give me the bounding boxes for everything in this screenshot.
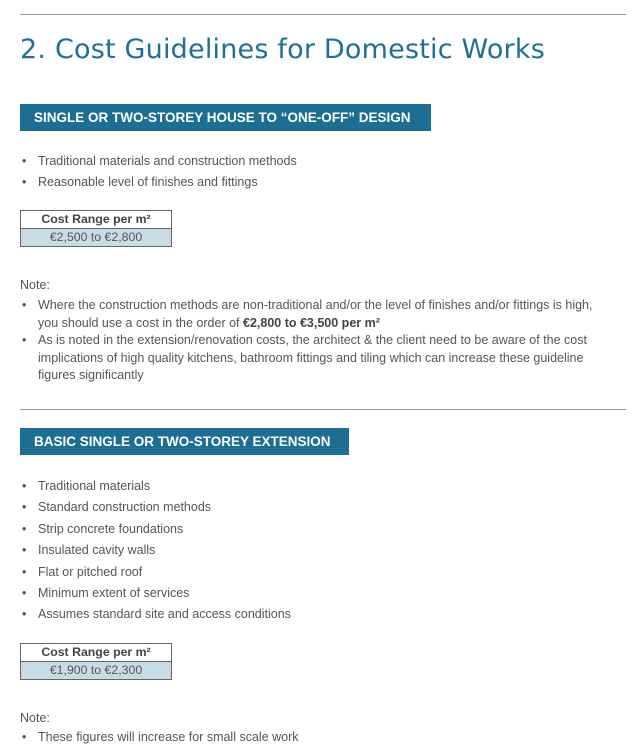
list-item: • Assumes standard site and access conditions (20, 604, 610, 625)
section1-notes-list (20, 297, 610, 385)
list-item: • Reasonable level of finishes and fittings (20, 172, 610, 193)
note-text: Where the construction methods are non-traditional and/or the level of finishes and/or fittings is high, you should use a cost in the order of (38, 298, 593, 330)
cost-table-value: €1,900 to €2,300 (21, 662, 172, 680)
cost-table-header: Cost Range per m² (21, 211, 172, 229)
list-item: • Standard construction methods (20, 497, 610, 518)
top-divider (20, 14, 626, 15)
section2-bullet-list (20, 476, 610, 626)
section-header-basic-extension: BASIC SINGLE OR TWO-STOREY EXTENSION (20, 428, 349, 455)
section1-bullet-list (20, 151, 610, 194)
section1-note-label: Note: (20, 278, 50, 292)
list-item: • Traditional materials and construction methods (20, 151, 610, 172)
section2-note-label: Note: (20, 711, 50, 725)
list-item: • These figures will increase for small scale work (20, 729, 610, 747)
list-item: • Strip concrete foundations (20, 519, 610, 540)
list-item (20, 297, 610, 332)
list-item: • Insulated cavity walls (20, 540, 610, 561)
list-item: • Traditional materials (20, 476, 610, 497)
page-title: 2. Cost Guidelines for Domestic Works (20, 34, 545, 65)
list-item: • Flat or pitched roof (20, 562, 610, 583)
section2-cost-table (20, 643, 172, 680)
cost-table-value: €2,500 to €2,800 (21, 229, 172, 247)
list-item: • As is noted in the extension/renovation costs, the architect & the client need to be aware of the cost implications of high quality kitchens, bathroom fittings and tiling which can increase these guideline figures significantly (20, 332, 610, 385)
section2-notes-list (20, 729, 610, 747)
note-bold-cost: €2,800 to €3,500 per m² (243, 315, 380, 330)
section-divider (20, 409, 626, 410)
list-item: • Minimum extent of services (20, 583, 610, 604)
section1-cost-table (20, 210, 172, 247)
cost-table-header: Cost Range per m² (21, 644, 172, 662)
section-header-one-off-house: SINGLE OR TWO-STOREY HOUSE TO “ONE-OFF” DESIGN (20, 104, 431, 131)
